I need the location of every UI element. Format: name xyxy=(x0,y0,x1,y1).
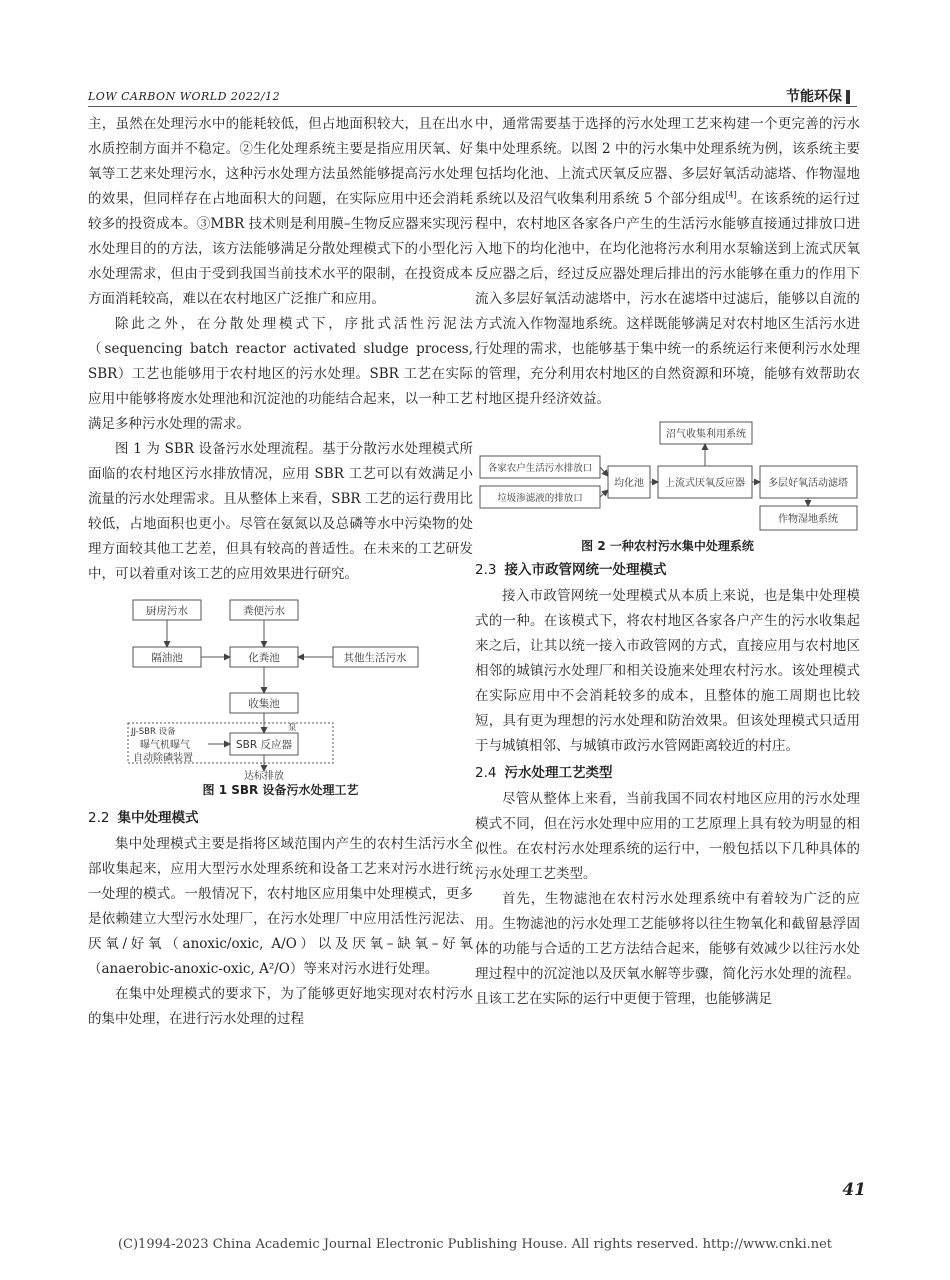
page-number: 41 xyxy=(842,1180,866,1200)
header-bar xyxy=(846,90,850,104)
node-uasb: 上流式厌氧反应器 xyxy=(665,478,745,489)
section-heading-2-3 xyxy=(475,558,860,582)
section-number: 2.4 xyxy=(475,765,497,781)
node-fecal: 粪便污水 xyxy=(243,605,285,617)
node-biogas: 沼气收集利用系统 xyxy=(666,429,746,440)
paragraph: 主，虽然在处理污水中的能耗较低，但占地面积较大，且在出水水质控制方面并不稳定。②生化处理系统主要是指应用厌氧、好氧等工艺来处理污水，这种污水处理方法虽然能够提高污水处理的效果，但同样存在占地面积大的问题，在实际应用中还会消耗较多的投资成本。③MBR 技术则是利用膜–生物反应器来实现污水处理目的的方法，该方法能够满足分散处理模式下的小型化污水处理需求，但由于受到我国当前技术水平的限制，在投资成本方面消耗较高，难以在农村地区广泛推广和应用。 xyxy=(88,116,473,307)
figure-1-caption: 图 1 SBR 设备污水处理工艺 xyxy=(202,783,359,797)
citation: [4] xyxy=(725,190,737,200)
copyright-footer: (C)1994-2023 China Academic Journal Electronic Publishing House. All rights reserved. http://www.cnki.net xyxy=(117,1237,833,1252)
pump-label: 泵 xyxy=(288,723,297,733)
header-rule xyxy=(88,106,857,107)
node-leachate: 垃圾渗滤液的排放口 xyxy=(497,493,583,504)
node-equal: 均化池 xyxy=(614,478,644,489)
paragraph: 在集中处理模式的要求下，为了能够更好地实现对农村污水的集中处理，在进行污水处理的过程 xyxy=(88,986,473,1027)
paragraph xyxy=(475,112,860,412)
right-column xyxy=(475,112,860,1012)
section-header-label: 节能环保 xyxy=(786,89,842,105)
section-number: 2.3 xyxy=(475,562,497,578)
paragraph-text: 中，通常需要基于选择的污水处理工艺来构建一个更完善的污水集中处理系统。以图 2 中的污水集中处理系统为例，该系统主要包括均化池、上流式厌氧反应器、多层好氧活动滤塔、作物湿地系统以及沼气收集利用系统 5 个部分组成 xyxy=(475,116,860,207)
paragraph: 集中处理模式主要是指将区域范围内产生的农村生活污水全部收集起来，应用大型污水处理系统和设备工艺来对污水进行统一处理的模式。一般情况下，农村地区应用集中处理模式，更多是依赖建立大型污水处理厂，在污水处理厂中应用活性污泥法、厌氧/好氧（anoxic/oxic, A/O）以及厌氧–缺氧–好氧（anaerobic-anoxic-oxic, A²/O）等来对污水进行处理。 xyxy=(88,836,473,977)
paragraph: 接入市政管网统一处理模式从本质上来说，也是集中处理模式的一种。在该模式下，将农村地区各家各户产生的污水收集起来之后，让其以统一接入市政管网的方式，直接应用与农村地区相邻的城镇污水处理厂和相关设施来处理农村污水。该处理模式在实际应用中不会消耗较多的成本，且整体的施工周期也比较短，具有更为理想的污水处理和防治效果。但该处理模式只适用于与城镇相邻、与城镇市政污水管网距离较近的村庄。 xyxy=(475,588,860,754)
figure-2-caption: 图 2 一种农村污水集中处理系统 xyxy=(581,539,754,553)
paragraph-text: 。在该系统的运行过程中，农村地区各家各户产生的生活污水能够直接通过排放口进入地下的均化池中，在均化池将污水利用水泵输送到上流式厌氧反应器之后，经过反应器处理后排出的污水能够在重力的作用下流入多层好氧活动滤塔中，污水在滤塔中过滤后，能够以自流的方式流入作物湿地系统。这样既能够满足对农村地区生活污水进行处理的需求，也能够基于集中统一的系统运行来便利污水处理的管理，充分利用农村地区的自然资源和环境，能够有效帮助农村地区提升经济效益。 xyxy=(475,191,861,407)
paragraph: 图 1 为 SBR 设备污水处理流程。基于分散污水处理模式所面临的农村地区污水排放情况，应用 SBR 工艺可以有效满足小流量的污水处理需求。且从整体上来看，SBR 工艺的运行费用比较低，占地面积也更小。尽管在氨氮以及总磷等水中污染物的处理方面较其他工艺差，但具有较高的普适性。在未来的工艺研发中，可以着重对该工艺的应用效果进行研究。 xyxy=(88,441,473,582)
section-title: 集中处理模式 xyxy=(117,810,199,826)
node-filter: 多层好氧活动滤塔 xyxy=(768,478,848,489)
node-other: 其他生活污水 xyxy=(343,652,407,664)
node-household: 各家农户生活污水排放口 xyxy=(487,463,593,474)
paragraph: 尽管从整体上来看，当前我国不同农村地区应用的污水处理模式不同，但在污水处理中应用的工艺原理上具有较为明显的相似性。在农村污水处理系统的运行中，一般包括以下几种具体的污水处理工艺类型。 xyxy=(475,791,860,882)
node-sbr: SBR 反应器 xyxy=(235,739,293,751)
node-wetland: 作物湿地系统 xyxy=(778,514,838,525)
paragraph: 首先，生物滤池在农村污水处理系统中有着较为广泛的应用。生物滤池的污水处理工艺能够将以往生物氧化和截留悬浮固体的功能与合适的工艺方法结合起来，能够有效减少以往污水处理过程中的沉淀池以及厌氧水解等步骤，简化污水处理的流程。且该工艺在实际的运行中更便于管理，也能够满足 xyxy=(475,891,860,1007)
section-header xyxy=(786,86,850,106)
section-title: 污水处理工艺类型 xyxy=(504,765,613,781)
node-grease: 隔油池 xyxy=(151,652,183,664)
sbr-flow-diagram xyxy=(88,595,473,780)
node-kitchen: 厨房污水 xyxy=(146,605,188,617)
node-septic: 化粪池 xyxy=(248,652,280,664)
figure-2 xyxy=(475,418,860,556)
device-label: JJ-SBR 设备 xyxy=(131,727,176,737)
node-collect: 收集池 xyxy=(248,698,280,710)
journal-header: LOW CARBON WORLD 2022/12 xyxy=(88,90,281,103)
left-column xyxy=(88,112,473,1032)
dephos-label: 自动除磷装置 xyxy=(133,753,193,764)
section-number: 2.2 xyxy=(88,810,110,826)
section-heading-2-2 xyxy=(88,806,473,830)
node-discharge: 达标排放 xyxy=(244,771,284,780)
section-title: 接入市政管网统一处理模式 xyxy=(504,562,667,578)
section-heading-2-4 xyxy=(475,761,860,785)
aerator-label: 曝气机曝气 xyxy=(140,740,190,751)
figure-1 xyxy=(88,595,473,800)
paragraph: 除此之外，在分散处理模式下，序批式活性污泥法（sequencing batch reactor activated sludge process, SBR）工艺也能够用于农村地区的污水处理。SBR 工艺在实际应用中能够将废水处理池和沉淀池的功能结合起来，以一种工艺满足多种污水处理的需求。 xyxy=(88,316,473,432)
central-system-diagram xyxy=(475,418,860,536)
